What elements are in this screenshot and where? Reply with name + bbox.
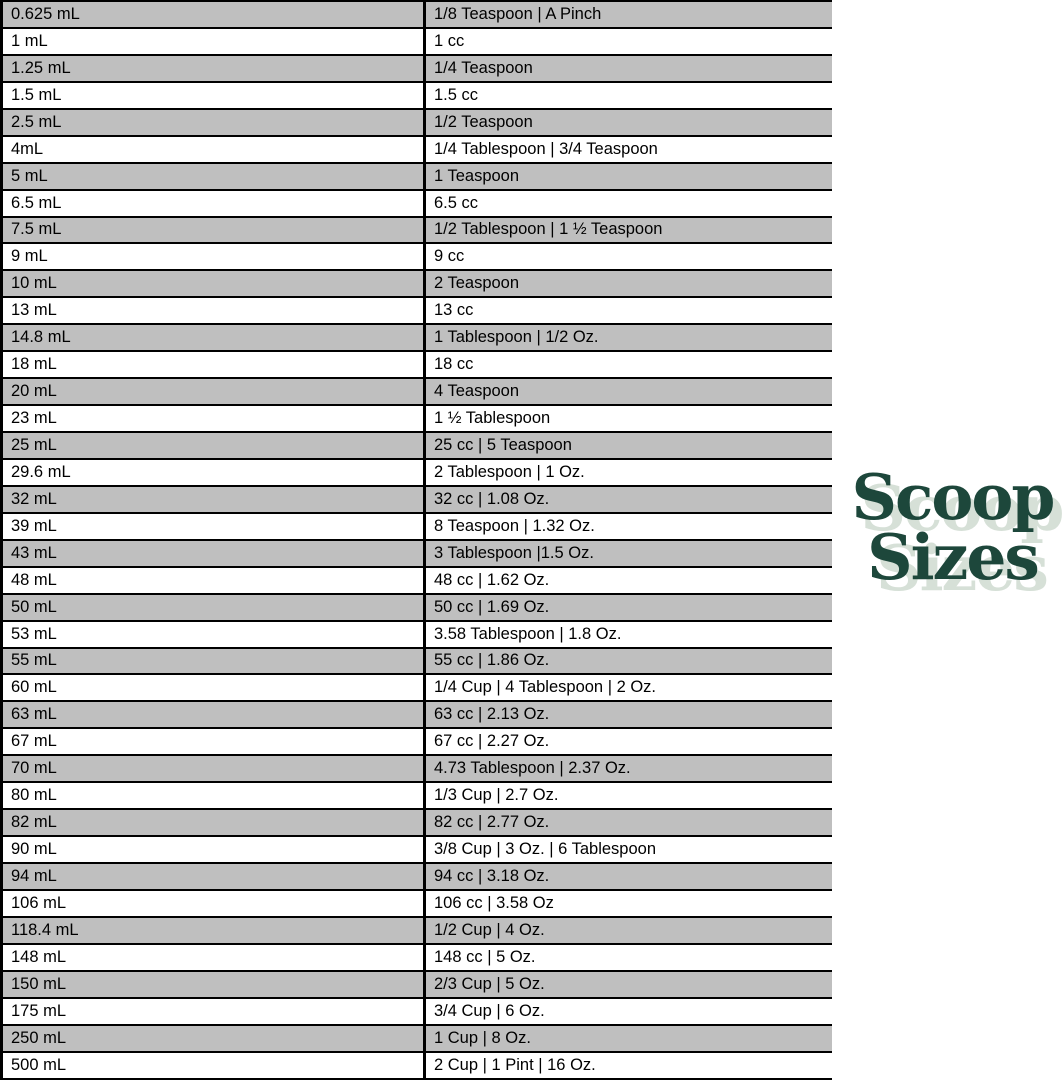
ml-cell: 148 mL [2, 944, 425, 971]
conversion-cell: 4 Teaspoon [425, 378, 833, 405]
ml-cell: 20 mL [2, 378, 425, 405]
conversion-cell: 1/2 Teaspoon [425, 109, 833, 136]
scoop-sizes-logo [842, 460, 1063, 594]
conversion-cell: 2 Tablespoon | 1 Oz. [425, 459, 833, 486]
table-row [2, 890, 833, 917]
table-row [2, 863, 833, 890]
conversion-cell: 13 cc [425, 297, 833, 324]
table-row [2, 163, 833, 190]
ml-cell: 10 mL [2, 270, 425, 297]
table-row [2, 755, 833, 782]
table-row [2, 621, 833, 648]
table-row [2, 217, 833, 244]
table-row [2, 1052, 833, 1079]
ml-cell: 43 mL [2, 540, 425, 567]
conversion-cell: 1/8 Teaspoon | A Pinch [425, 1, 833, 28]
ml-cell: 25 mL [2, 432, 425, 459]
logo-line-1: Scoop [851, 460, 1054, 534]
table-row [2, 648, 833, 675]
conversion-cell: 32 cc | 1.08 Oz. [425, 486, 833, 513]
conversion-cell: 1/3 Cup | 2.7 Oz. [425, 782, 833, 809]
ml-cell: 150 mL [2, 971, 425, 998]
conversion-cell: 2 Cup | 1 Pint | 16 Oz. [425, 1052, 833, 1079]
conversion-cell: 48 cc | 1.62 Oz. [425, 567, 833, 594]
ml-cell: 48 mL [2, 567, 425, 594]
table-row [2, 1025, 833, 1052]
table-row [2, 297, 833, 324]
conversion-cell: 94 cc | 3.18 Oz. [425, 863, 833, 890]
ml-cell: 0.625 mL [2, 1, 425, 28]
conversion-cell: 9 cc [425, 243, 833, 270]
conversion-cell: 1/2 Cup | 4 Oz. [425, 917, 833, 944]
ml-cell: 500 mL [2, 1052, 425, 1079]
table-row [2, 432, 833, 459]
ml-cell: 94 mL [2, 863, 425, 890]
conversion-cell: 55 cc | 1.86 Oz. [425, 648, 833, 675]
conversion-cell: 25 cc | 5 Teaspoon [425, 432, 833, 459]
ml-cell: 106 mL [2, 890, 425, 917]
ml-cell: 250 mL [2, 1025, 425, 1052]
ml-cell: 2.5 mL [2, 109, 425, 136]
ml-cell: 1 mL [2, 28, 425, 55]
conversion-cell: 1/4 Cup | 4 Tablespoon | 2 Oz. [425, 674, 833, 701]
ml-cell: 32 mL [2, 486, 425, 513]
ml-cell: 175 mL [2, 998, 425, 1025]
table-row [2, 998, 833, 1025]
table-row [2, 701, 833, 728]
ml-cell: 14.8 mL [2, 324, 425, 351]
conversion-cell: 106 cc | 3.58 Oz [425, 890, 833, 917]
conversion-cell: 8 Teaspoon | 1.32 Oz. [425, 513, 833, 540]
conversion-cell: 82 cc | 2.77 Oz. [425, 809, 833, 836]
conversion-cell: 18 cc [425, 351, 833, 378]
table-row [2, 836, 833, 863]
conversion-cell: 1 Tablespoon | 1/2 Oz. [425, 324, 833, 351]
conversion-cell: 6.5 cc [425, 190, 833, 217]
ml-cell: 4mL [2, 136, 425, 163]
ml-cell: 53 mL [2, 621, 425, 648]
table-row [2, 270, 833, 297]
table-row [2, 55, 833, 82]
table-row [2, 351, 833, 378]
conversion-cell: 1/4 Tablespoon | 3/4 Teaspoon [425, 136, 833, 163]
ml-cell: 60 mL [2, 674, 425, 701]
ml-cell: 70 mL [2, 755, 425, 782]
table-row [2, 486, 833, 513]
ml-cell: 82 mL [2, 809, 425, 836]
table-row [2, 190, 833, 217]
table-row [2, 82, 833, 109]
table-row [2, 540, 833, 567]
ml-cell: 13 mL [2, 297, 425, 324]
table-row [2, 136, 833, 163]
ml-cell: 39 mL [2, 513, 425, 540]
conversion-cell: 3/4 Cup | 6 Oz. [425, 998, 833, 1025]
ml-cell: 63 mL [2, 701, 425, 728]
conversion-cell: 1.5 cc [425, 82, 833, 109]
conversion-cell: 1 cc [425, 28, 833, 55]
ml-cell: 6.5 mL [2, 190, 425, 217]
conversion-cell: 67 cc | 2.27 Oz. [425, 728, 833, 755]
ml-cell: 7.5 mL [2, 217, 425, 244]
table-row [2, 405, 833, 432]
ml-cell: 90 mL [2, 836, 425, 863]
ml-cell: 55 mL [2, 648, 425, 675]
table-row [2, 782, 833, 809]
table-row [2, 971, 833, 998]
conversion-cell: 63 cc | 2.13 Oz. [425, 701, 833, 728]
conversion-cell: 3.58 Tablespoon | 1.8 Oz. [425, 621, 833, 648]
ml-cell: 1.5 mL [2, 82, 425, 109]
ml-cell: 18 mL [2, 351, 425, 378]
ml-cell: 5 mL [2, 163, 425, 190]
conversion-cell: 2/3 Cup | 5 Oz. [425, 971, 833, 998]
table-row [2, 513, 833, 540]
table-row [2, 594, 833, 621]
table-row [2, 243, 833, 270]
ml-cell: 50 mL [2, 594, 425, 621]
conversion-cell: 2 Teaspoon [425, 270, 833, 297]
ml-cell: 80 mL [2, 782, 425, 809]
table-row [2, 459, 833, 486]
ml-cell: 67 mL [2, 728, 425, 755]
conversion-cell: 3 Tablespoon |1.5 Oz. [425, 540, 833, 567]
conversion-cell: 4.73 Tablespoon | 2.37 Oz. [425, 755, 833, 782]
table-row [2, 28, 833, 55]
ml-cell: 29.6 mL [2, 459, 425, 486]
ml-cell: 1.25 mL [2, 55, 425, 82]
conversion-cell: 3/8 Cup | 3 Oz. | 6 Tablespoon [425, 836, 833, 863]
conversion-cell: 1/4 Teaspoon [425, 55, 833, 82]
ml-cell: 118.4 mL [2, 917, 425, 944]
table-row [2, 809, 833, 836]
logo-line-2: Sizes [867, 519, 1038, 594]
conversion-cell: 50 cc | 1.69 Oz. [425, 594, 833, 621]
table-row [2, 378, 833, 405]
conversion-table-body [2, 1, 833, 1079]
table-row [2, 567, 833, 594]
conversion-cell: 1/2 Tablespoon | 1 ½ Teaspoon [425, 217, 833, 244]
table-row [2, 728, 833, 755]
table-row [2, 674, 833, 701]
conversion-cell: 1 Teaspoon [425, 163, 833, 190]
table-row [2, 324, 833, 351]
ml-cell: 9 mL [2, 243, 425, 270]
table-row [2, 1, 833, 28]
conversion-cell: 1 ½ Tablespoon [425, 405, 833, 432]
table-row [2, 944, 833, 971]
table-row [2, 917, 833, 944]
conversion-cell: 1 Cup | 8 Oz. [425, 1025, 833, 1052]
ml-cell: 23 mL [2, 405, 425, 432]
table-row [2, 109, 833, 136]
conversion-cell: 148 cc | 5 Oz. [425, 944, 833, 971]
